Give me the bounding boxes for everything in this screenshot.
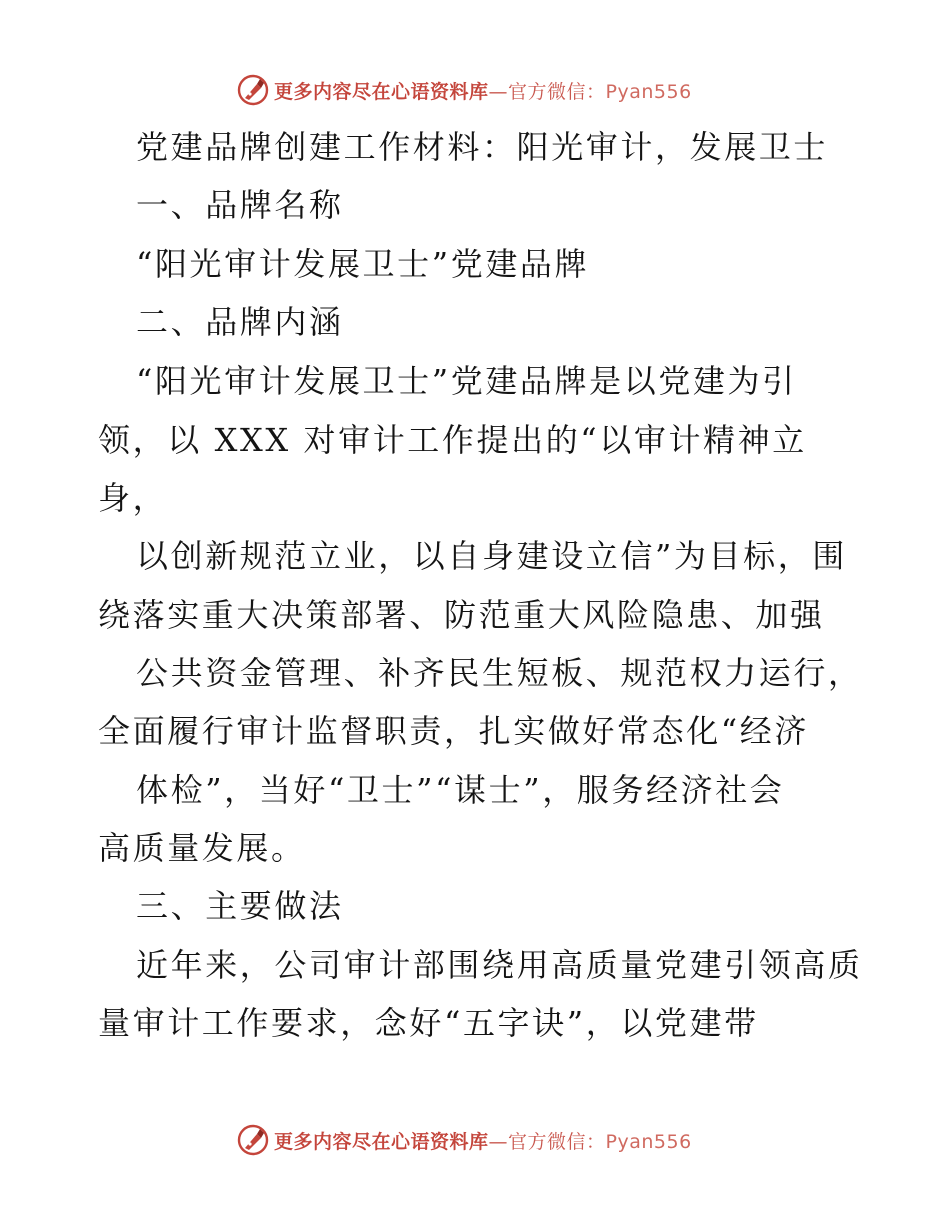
watermark-dash: — bbox=[488, 1130, 509, 1153]
paragraph-line: 身， bbox=[98, 479, 168, 517]
watermark-wechat-id: Pyan556 bbox=[605, 1130, 692, 1153]
paragraph-line: 以创新规范立业，以自身建设立信”为目标，围 bbox=[136, 537, 847, 575]
paragraph-line: “阳光审计发展卫士”党建品牌 bbox=[136, 245, 590, 283]
paragraph-line: 绕落实重大决策部署、防范重大风险隐患、加强 bbox=[98, 596, 825, 634]
watermark-prefix: 更多内容尽在心语资料库 bbox=[274, 1130, 489, 1153]
paragraph-line: 公共资金管理、补齐民生短板、规范权力运行， bbox=[136, 654, 863, 692]
watermark-prefix: 更多内容尽在心语资料库 bbox=[274, 80, 489, 103]
watermark-text bbox=[274, 1127, 692, 1154]
watermark-wechat-id: Pyan556 bbox=[605, 80, 692, 103]
pen-nib-logo-icon bbox=[236, 1123, 270, 1157]
paragraph-line: 近年来，公司审计部围绕用高质量党建引领高质 bbox=[136, 946, 863, 984]
watermark-official: 官方微信： bbox=[508, 1130, 606, 1153]
paragraph-line: 领，以 XXX 对审计工作提出的“以审计精神立 bbox=[98, 421, 807, 459]
paragraph-line: 全面履行审计监督职责，扎实做好常态化“经济 bbox=[98, 712, 809, 750]
section-heading-2: 二、品牌内涵 bbox=[136, 303, 344, 341]
document-title: 党建品牌创建工作材料：阳光审计，发展卫士 bbox=[136, 128, 829, 166]
paragraph-line: 量审计工作要求，念好“五字诀”，以党建带 bbox=[98, 1004, 759, 1042]
paragraph-line: 体检”，当好“卫士”“谋士”，服务经济社会 bbox=[136, 771, 785, 809]
watermark-dash: — bbox=[488, 80, 509, 103]
paragraph-line: “阳光审计发展卫士”党建品牌是以党建为引 bbox=[136, 362, 797, 400]
section-heading-1: 一、品牌名称 bbox=[136, 186, 344, 224]
watermark-official: 官方微信： bbox=[508, 80, 606, 103]
footer-watermark bbox=[236, 1122, 692, 1158]
section-heading-3: 三、主要做法 bbox=[136, 887, 344, 925]
paragraph-line: 高质量发展。 bbox=[98, 829, 306, 867]
